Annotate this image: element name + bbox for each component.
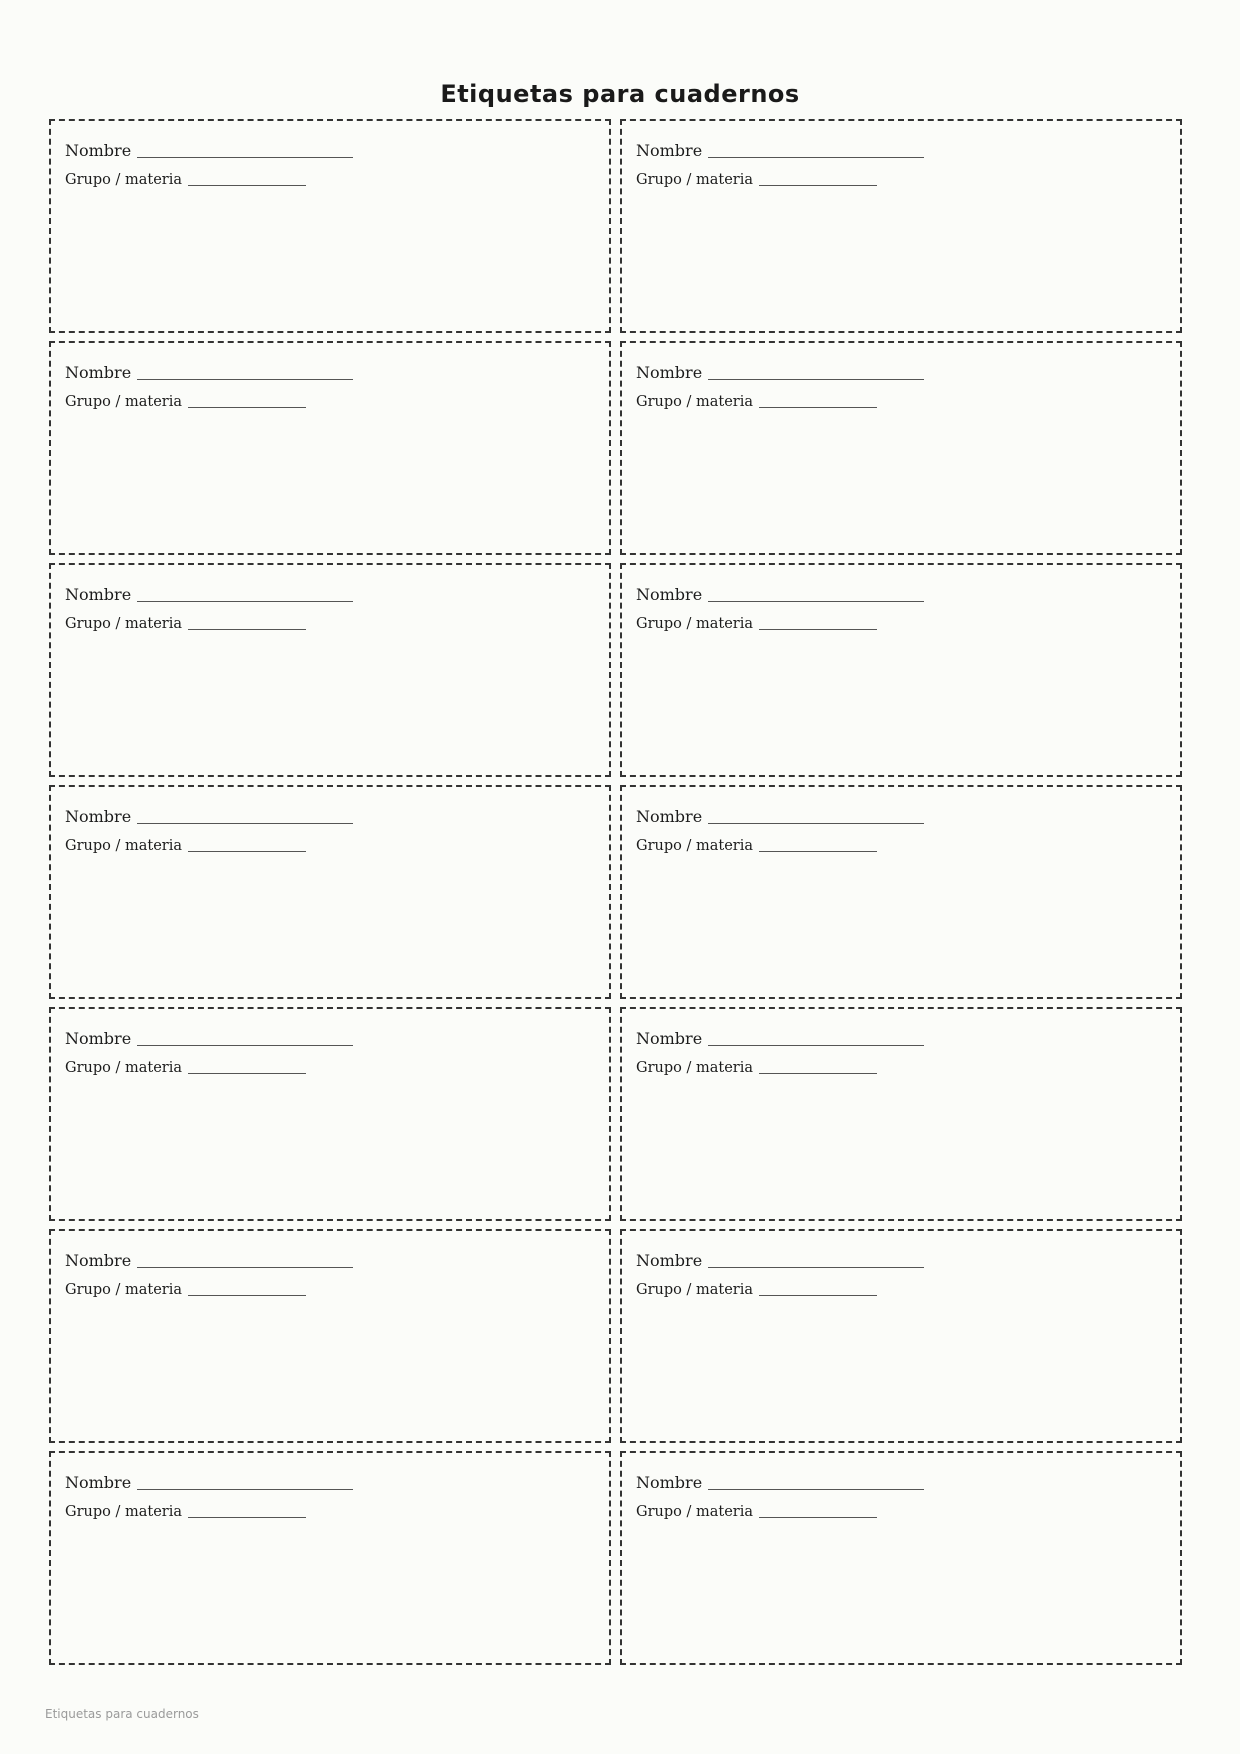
group-field [65,1060,595,1076]
name-field [65,1473,595,1492]
label-card [49,563,611,777]
name-field [636,585,1166,604]
group-field [65,172,595,188]
name-blank-line [137,822,353,824]
label-card [620,1229,1182,1443]
name-blank-line [137,1266,353,1268]
group-field-label: Grupo / materia [65,838,182,854]
group-blank-line [759,850,877,852]
label-card [620,1007,1182,1221]
name-field-label: Nombre [636,585,703,604]
label-card [620,341,1182,555]
label-card [49,1229,611,1443]
group-blank-line [759,184,877,186]
group-blank-line [188,1294,306,1296]
name-field [65,585,595,604]
group-field [636,616,1166,632]
name-field [636,1029,1166,1048]
group-field-label: Grupo / materia [636,1060,753,1076]
group-field-label: Grupo / materia [65,1282,182,1298]
group-field-label: Grupo / materia [636,1504,753,1520]
group-field-label: Grupo / materia [636,172,753,188]
name-field [636,141,1166,160]
group-field [65,394,595,410]
name-blank-line [708,156,924,158]
name-blank-line [137,1488,353,1490]
name-field-label: Nombre [636,1251,703,1270]
group-field [636,1060,1166,1076]
name-field-label: Nombre [65,363,132,382]
name-blank-line [137,378,353,380]
group-field [65,1504,595,1520]
label-card [620,1451,1182,1665]
group-blank-line [188,1516,306,1518]
name-field [65,807,595,826]
group-field [65,616,595,632]
group-blank-line [188,850,306,852]
group-field [636,838,1166,854]
name-field [636,363,1166,382]
group-field [65,838,595,854]
label-card [620,785,1182,999]
group-field-label: Grupo / materia [65,394,182,410]
name-blank-line [708,1044,924,1046]
footer-note: Etiquetas para cuadernos [45,1707,199,1721]
name-field-label: Nombre [636,141,703,160]
name-field [636,1473,1166,1492]
name-blank-line [708,1266,924,1268]
name-field-label: Nombre [65,1251,132,1270]
name-field-label: Nombre [65,141,132,160]
name-field [65,363,595,382]
name-field-label: Nombre [65,585,132,604]
group-field-label: Grupo / materia [636,838,753,854]
group-blank-line [759,1072,877,1074]
label-card [49,785,611,999]
name-field-label: Nombre [636,363,703,382]
group-blank-line [759,1294,877,1296]
group-field-label: Grupo / materia [65,172,182,188]
group-field-label: Grupo / materia [636,616,753,632]
group-field [636,1504,1166,1520]
name-blank-line [137,156,353,158]
label-card [49,1007,611,1221]
group-blank-line [188,1072,306,1074]
name-field-label: Nombre [65,1029,132,1048]
group-blank-line [188,184,306,186]
name-field-label: Nombre [65,807,132,826]
group-blank-line [759,1516,877,1518]
label-card [620,563,1182,777]
name-field [65,141,595,160]
group-field [636,394,1166,410]
name-field [636,807,1166,826]
group-field-label: Grupo / materia [65,1504,182,1520]
name-blank-line [137,600,353,602]
name-blank-line [137,1044,353,1046]
label-card [49,341,611,555]
group-field-label: Grupo / materia [65,616,182,632]
group-field [636,172,1166,188]
name-blank-line [708,822,924,824]
group-blank-line [759,406,877,408]
name-field [65,1251,595,1270]
name-blank-line [708,1488,924,1490]
group-field [65,1282,595,1298]
group-field-label: Grupo / materia [636,394,753,410]
label-card [620,119,1182,333]
name-field [636,1251,1166,1270]
group-field-label: Grupo / materia [65,1060,182,1076]
name-field [65,1029,595,1048]
label-card [49,1451,611,1665]
name-field-label: Nombre [65,1473,132,1492]
group-field [636,1282,1166,1298]
label-card [49,119,611,333]
labels-grid [49,119,1182,1665]
page-title: Etiquetas para cuadernos [440,80,800,108]
group-field-label: Grupo / materia [636,1282,753,1298]
name-blank-line [708,378,924,380]
group-blank-line [188,628,306,630]
name-field-label: Nombre [636,1473,703,1492]
group-blank-line [188,406,306,408]
name-field-label: Nombre [636,807,703,826]
name-blank-line [708,600,924,602]
group-blank-line [759,628,877,630]
name-field-label: Nombre [636,1029,703,1048]
